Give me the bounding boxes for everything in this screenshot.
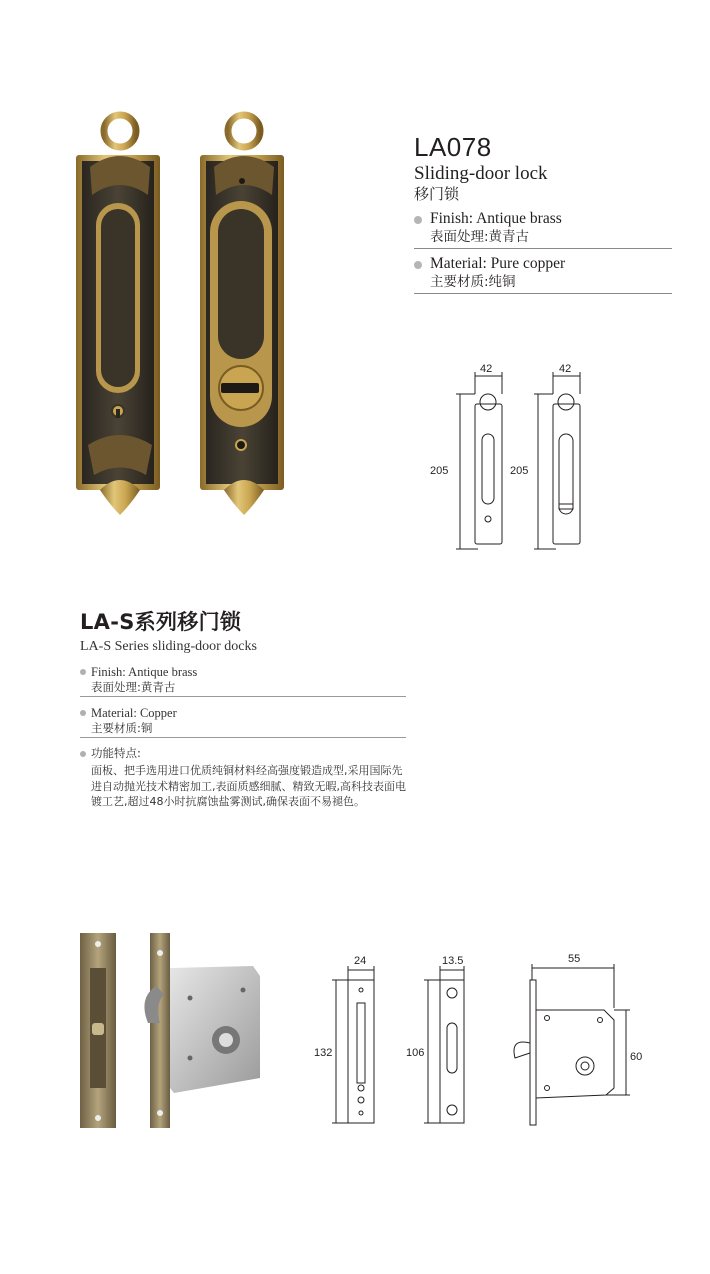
series-spec — [80, 608, 410, 810]
model-number: LA078 — [414, 132, 492, 162]
spec-finish-cn: 表面处理:黄青古 — [430, 229, 530, 245]
series-finish-cn: 表面处理:黄青古 — [91, 680, 176, 694]
product-spec — [414, 132, 674, 294]
spec-finish — [414, 210, 672, 249]
lock-body — [144, 933, 260, 1128]
product-name-cn: 移门锁 — [414, 185, 460, 203]
spec-finish-en: Finish: Antique brass — [430, 210, 562, 227]
handle-left — [76, 115, 160, 515]
dim-body-width: 55 — [568, 953, 581, 965]
dimension-drawing-mortise — [300, 948, 650, 1138]
product-photo-handles — [60, 105, 300, 525]
product-name-en: Sliding-door lock — [414, 163, 548, 184]
handle-right — [200, 115, 284, 515]
bullet-icon — [414, 216, 422, 224]
series-features — [80, 746, 410, 810]
dim-height-right: 205 — [510, 465, 529, 477]
dim-strike-height: 106 — [406, 1047, 425, 1059]
dim-faceplate-width: 24 — [354, 955, 367, 967]
series-title: LA-S系列移门锁 — [80, 610, 242, 634]
series-finish-en: Finish: Antique brass — [91, 665, 198, 679]
series-spec-finish — [80, 664, 406, 697]
series-material-cn: 主要材质:铜 — [91, 721, 153, 735]
features-text: 面板、把手选用进口优质纯铜材料经高强度锻造成型,采用国际先进自动抛光技术精密加工,表面质感细腻、精致无暇,高科技表面电镀工艺,超过48小时抗腐蚀盐雾测试,确保表面不易褪色。 — [91, 764, 406, 808]
bullet-icon — [80, 751, 86, 757]
dim-strike-width: 13.5 — [442, 955, 464, 967]
product-photo-mortise — [78, 928, 268, 1133]
spec-material-en: Material: Pure copper — [430, 255, 566, 272]
dimension-drawing-handles — [420, 364, 600, 554]
dim-body-height: 60 — [630, 1051, 643, 1063]
spec-material-cn: 主要材质:纯铜 — [430, 274, 516, 290]
dim-height-left: 205 — [430, 465, 449, 477]
bullet-icon — [414, 261, 422, 269]
features-label: 功能特点: — [91, 746, 141, 760]
bullet-icon — [80, 710, 86, 716]
dim-width-right: 42 — [559, 364, 572, 375]
bullet-icon — [80, 669, 86, 675]
series-material-en: Material: Copper — [91, 706, 177, 720]
spec-material — [414, 255, 672, 294]
dim-faceplate-height: 132 — [314, 1047, 333, 1059]
dim-width-left: 42 — [480, 364, 493, 375]
strike-plate — [80, 933, 116, 1128]
series-subtitle: LA-S Series sliding-door docks — [80, 639, 257, 654]
series-spec-material — [80, 705, 406, 738]
